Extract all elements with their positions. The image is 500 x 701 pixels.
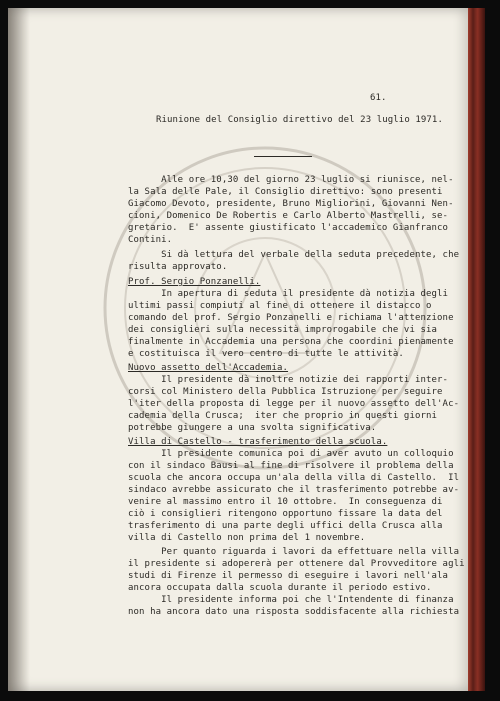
body-line: studi di Firenze il permesso di eseguire i lavori nell'ala (128, 571, 449, 581)
body-line: trasferimento di una parte degli uffici della Crusca alla (128, 521, 443, 531)
body-line: corsi col Ministero della Pubblica Istruzione per seguire (128, 387, 443, 397)
body-line: villa di Castello non prima del 1 novembre. (128, 533, 366, 543)
body-line: cademia della Crusca; iter che proprio in questi giorni (128, 411, 438, 421)
body-line: ciò i consiglieri ritengono opportuno fissare la data del (128, 509, 443, 519)
body-line: ultimi passi compiuti al fine di ottenere il distacco o (128, 301, 432, 311)
body-line: ancora occupata dalla scuola durante il periodo estivo. (128, 583, 432, 593)
body-line: non ha ancora dato una risposta soddisfacente alla richiesta (128, 607, 460, 617)
document-page (8, 8, 468, 691)
page-gutter-shadow (8, 8, 30, 691)
body-line: comando del prof. Sergio Ponzanelli e richiama l'attenzione (128, 313, 454, 323)
section-heading: Prof. Sergio Ponzanelli. (128, 277, 261, 287)
body-line: Il presidente dà inoltre notizie dei rapporti inter- (128, 375, 449, 385)
body-line: e costituisca il vero centro di tutte le attività. (128, 349, 404, 359)
body-line: Il presidente informa poi che l'Intendente di finanza (128, 595, 454, 605)
body-line: In apertura di seduta il presidente dà notizia degli (128, 289, 449, 299)
body-line: scuola che ancora occupa un'ala della villa di Castello. Il (128, 473, 460, 483)
document-title: Riunione del Consiglio direttivo del 23 luglio 1971. (156, 115, 443, 125)
body-line: l'iter della proposta di legge per il nuovo assetto dell'Ac- (128, 399, 460, 409)
body-line: la Sala delle Pale, il Consiglio direttivo: sono presenti (128, 187, 443, 197)
body-line: dei consiglieri sulla necessità improrogabile che vi sia (128, 325, 438, 335)
body-line: con il sindaco Bausi al fine di risolvere il problema della (128, 461, 454, 471)
page-number: 61. (370, 93, 387, 103)
body-line: potrebbe giungere a una svolta significativa. (128, 423, 377, 433)
body-line: sindaco avrebbe assicurato che il trasferimento potrebbe av- (128, 485, 460, 495)
body-line: Contini. (128, 235, 173, 245)
body-line: Il presidente comunica poi di aver avuto un colloquio (128, 449, 454, 459)
body-line: il presidente si adopererà per ottenere dal Provveditore agli (128, 559, 465, 569)
body-line: venire al massimo entro il 10 ottobre. In conseguenza di (128, 497, 443, 507)
body-line: risulta approvato. (128, 262, 228, 272)
body-line: cioni, Domenico De Robertis e Carlo Alberto Mastrelli, se- (128, 211, 449, 221)
body-line: Si dà lettura del verbale della seduta precedente, che (128, 250, 460, 260)
body-line: Giacomo Devoto, presidente, Bruno Migliorini, Giovanni Nen- (128, 199, 454, 209)
body-line: Per quanto riguarda i lavori da effettuare nella villa (128, 547, 460, 557)
section-heading: Nuovo assetto dell'Accademia. (128, 363, 289, 373)
title-divider (254, 156, 312, 157)
body-line: Alle ore 10,30 del giorno 23 luglio si riunisce, nel- (128, 175, 454, 185)
section-heading: Villa di Castello - trasferimento della scuola. (128, 437, 388, 447)
body-line: gretario. E' assente giustificato l'accademico Gianfranco (128, 223, 449, 233)
body-line: finalmente in Accademia una persona che coordini pienamente (128, 337, 454, 347)
